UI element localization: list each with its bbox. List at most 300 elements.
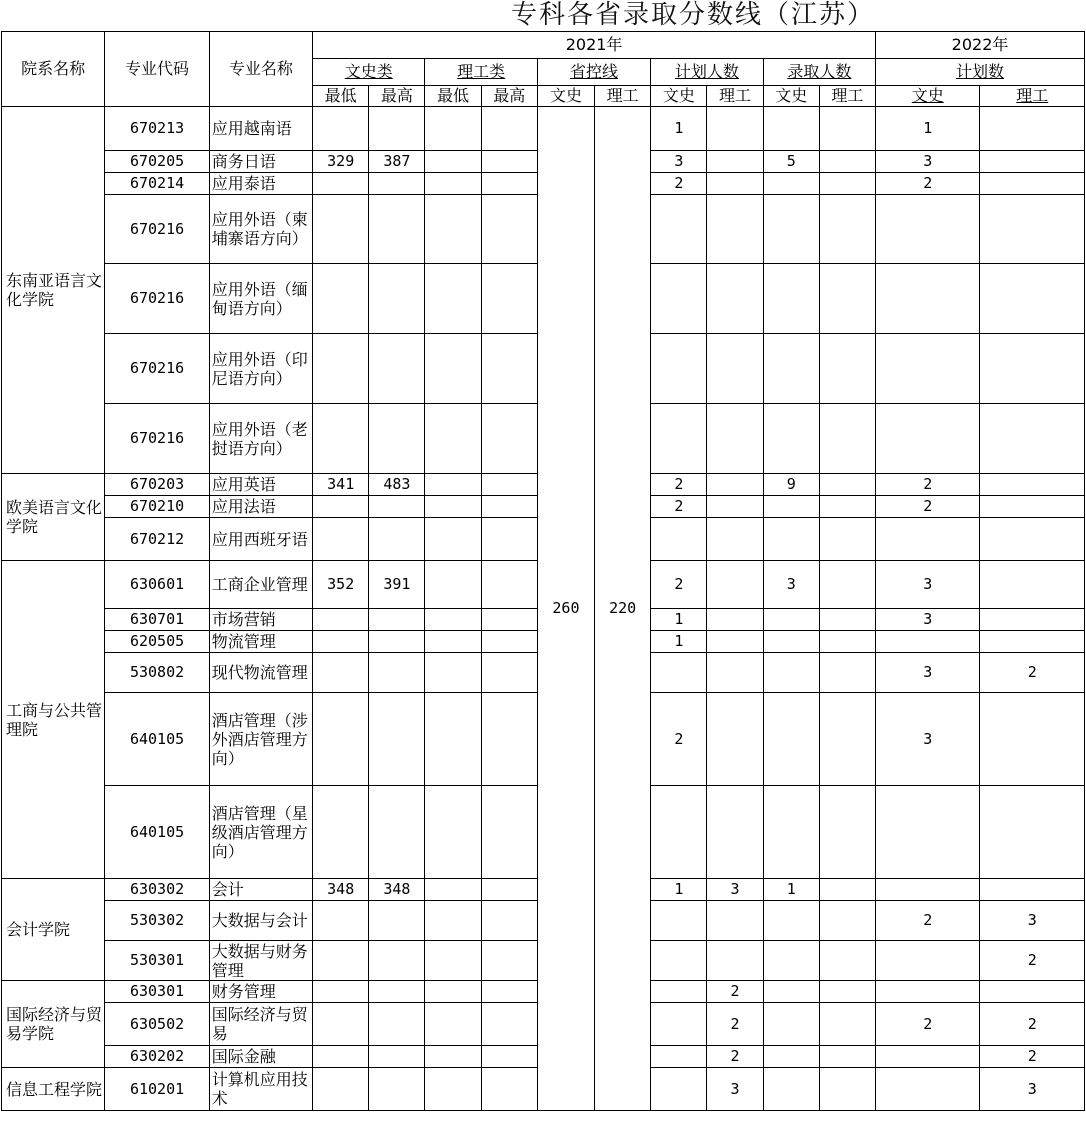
header-wenshi-lei: 文史类: [313, 59, 425, 86]
score-cell: [313, 173, 369, 195]
score-cell: [313, 195, 369, 264]
score-cell: [425, 151, 481, 173]
header-plan-2022: 计划数: [876, 59, 1085, 86]
count-cell: 1: [651, 879, 707, 901]
count-cell: [707, 693, 763, 786]
count-cell: [763, 786, 819, 879]
count-cell: [819, 609, 875, 631]
major-cell: 市场营销: [209, 609, 312, 631]
plan-2022-cell: [980, 631, 1085, 653]
plan-2022-cell: 3: [876, 151, 980, 173]
count-cell: [763, 107, 819, 151]
code-cell: 670210: [105, 496, 209, 518]
header-min: 最低: [313, 86, 369, 107]
score-cell: [369, 941, 425, 981]
score-cell: [313, 1046, 369, 1068]
count-cell: [819, 518, 875, 561]
plan-2022-cell: [876, 786, 980, 879]
count-cell: [651, 404, 707, 474]
code-cell: 670212: [105, 518, 209, 561]
header-min: 最低: [425, 86, 481, 107]
score-cell: [481, 518, 537, 561]
count-cell: [763, 1003, 819, 1046]
score-cell: [369, 786, 425, 879]
count-cell: [707, 609, 763, 631]
score-cell: [369, 264, 425, 334]
score-cell: [369, 981, 425, 1003]
count-cell: 1: [651, 107, 707, 151]
plan-2022-cell: [980, 879, 1085, 901]
count-cell: 1: [651, 631, 707, 653]
plan-2022-cell: [980, 786, 1085, 879]
plan-2022-cell: [876, 264, 980, 334]
plan-2022-cell: 2: [980, 1003, 1085, 1046]
count-cell: [763, 334, 819, 404]
code-cell: 670203: [105, 474, 209, 496]
code-cell: 530802: [105, 653, 209, 693]
count-cell: [707, 173, 763, 195]
dept-cell: 国际经济与贸易学院: [2, 981, 105, 1068]
count-cell: 2: [707, 1003, 763, 1046]
score-cell: 348: [369, 879, 425, 901]
plan-2022-cell: [980, 107, 1085, 151]
plan-2022-cell: 2: [980, 1046, 1085, 1068]
score-cell: [313, 631, 369, 653]
score-cell: [425, 879, 481, 901]
count-cell: [651, 264, 707, 334]
count-cell: [819, 981, 875, 1003]
count-cell: [763, 173, 819, 195]
score-cell: [481, 693, 537, 786]
header-wenshi: 文史: [876, 86, 980, 107]
page-title: 专科各省录取分数线（江苏）: [510, 0, 875, 30]
header-ligong: 理工: [595, 86, 651, 107]
count-cell: 2: [651, 173, 707, 195]
count-cell: [763, 693, 819, 786]
score-cell: [369, 518, 425, 561]
score-cell: [369, 173, 425, 195]
plan-2022-cell: 2: [876, 1003, 980, 1046]
major-cell: 酒店管理（星级酒店管理方向）: [209, 786, 312, 879]
score-cell: [425, 631, 481, 653]
score-cell: [481, 264, 537, 334]
count-cell: [651, 334, 707, 404]
score-cell: [313, 1003, 369, 1046]
major-cell: 应用外语（柬埔寨语方向）: [209, 195, 312, 264]
plan-2022-cell: [980, 609, 1085, 631]
count-cell: 1: [651, 609, 707, 631]
score-cell: [369, 195, 425, 264]
major-cell: 应用外语（缅甸语方向）: [209, 264, 312, 334]
count-cell: [707, 107, 763, 151]
code-cell: 670214: [105, 173, 209, 195]
score-cell: [481, 786, 537, 879]
major-cell: 应用外语（老挝语方向）: [209, 404, 312, 474]
score-cell: [313, 264, 369, 334]
count-cell: [707, 264, 763, 334]
score-cell: 341: [313, 474, 369, 496]
plan-2022-cell: [876, 195, 980, 264]
score-cell: [481, 173, 537, 195]
plan-2022-cell: [980, 173, 1085, 195]
score-cell: [481, 151, 537, 173]
plan-2022-cell: 2: [876, 173, 980, 195]
table-row: [2, 107, 1085, 151]
count-cell: [707, 901, 763, 941]
plan-2022-cell: [980, 496, 1085, 518]
plan-2022-cell: [980, 474, 1085, 496]
count-cell: [763, 981, 819, 1003]
header-ligong: 理工: [819, 86, 875, 107]
count-cell: [651, 941, 707, 981]
count-cell: [707, 941, 763, 981]
major-cell: 财务管理: [209, 981, 312, 1003]
count-cell: [707, 404, 763, 474]
score-cell: [425, 561, 481, 609]
code-cell: 630502: [105, 1003, 209, 1046]
score-cell: [369, 1046, 425, 1068]
score-cell: [481, 334, 537, 404]
plan-2022-cell: [876, 518, 980, 561]
count-cell: [651, 653, 707, 693]
count-cell: [819, 474, 875, 496]
plan-2022-cell: [980, 151, 1085, 173]
count-cell: [763, 901, 819, 941]
count-cell: [707, 151, 763, 173]
score-cell: [481, 561, 537, 609]
score-cell: [425, 901, 481, 941]
control-line-wenshi: 260: [537, 107, 594, 1111]
header-code: 专业代码: [105, 32, 209, 107]
score-cell: [369, 496, 425, 518]
count-cell: [819, 404, 875, 474]
dept-cell: 工商与公共管理院: [2, 561, 105, 879]
header-max: 最高: [481, 86, 537, 107]
code-cell: 670216: [105, 404, 209, 474]
major-cell: 现代物流管理: [209, 653, 312, 693]
count-cell: [763, 653, 819, 693]
count-cell: [651, 1068, 707, 1111]
code-cell: 630301: [105, 981, 209, 1003]
score-cell: 352: [313, 561, 369, 609]
score-cell: [425, 518, 481, 561]
score-cell: [481, 879, 537, 901]
score-cell: [369, 901, 425, 941]
count-cell: [651, 1003, 707, 1046]
score-cell: [425, 195, 481, 264]
plan-2022-cell: 3: [876, 653, 980, 693]
count-cell: [651, 195, 707, 264]
plan-2022-cell: [980, 195, 1085, 264]
count-cell: [707, 518, 763, 561]
score-cell: [425, 474, 481, 496]
code-cell: 670216: [105, 334, 209, 404]
score-cell: [481, 653, 537, 693]
major-cell: 国际金融: [209, 1046, 312, 1068]
dept-cell: 欧美语言文化学院: [2, 474, 105, 561]
count-cell: [819, 653, 875, 693]
admission-table: [1, 31, 1085, 1111]
count-cell: [763, 496, 819, 518]
score-cell: [425, 941, 481, 981]
plan-2022-cell: [876, 981, 980, 1003]
header-major: 专业名称: [209, 32, 312, 107]
score-cell: [481, 631, 537, 653]
header-max: 最高: [369, 86, 425, 107]
score-cell: 387: [369, 151, 425, 173]
plan-2022-cell: 3: [876, 609, 980, 631]
score-cell: [313, 518, 369, 561]
count-cell: [763, 1068, 819, 1111]
code-cell: 670205: [105, 151, 209, 173]
score-cell: [425, 334, 481, 404]
major-cell: 国际经济与贸易: [209, 1003, 312, 1046]
major-cell: 工商企业管理: [209, 561, 312, 609]
table-body: [2, 107, 1085, 1111]
code-cell: 630601: [105, 561, 209, 609]
score-cell: [481, 195, 537, 264]
count-cell: 9: [763, 474, 819, 496]
code-cell: 630701: [105, 609, 209, 631]
count-cell: [819, 901, 875, 941]
code-cell: 640105: [105, 786, 209, 879]
major-cell: 商务日语: [209, 151, 312, 173]
count-cell: [819, 195, 875, 264]
score-cell: [313, 404, 369, 474]
plan-2022-cell: 1: [876, 107, 980, 151]
plan-2022-cell: [876, 879, 980, 901]
score-cell: [369, 1068, 425, 1111]
plan-2022-cell: [980, 518, 1085, 561]
plan-2022-cell: [876, 631, 980, 653]
count-cell: [707, 496, 763, 518]
plan-2022-cell: 2: [876, 474, 980, 496]
score-cell: [313, 334, 369, 404]
count-cell: [763, 609, 819, 631]
score-cell: [369, 1003, 425, 1046]
header-ligong: 理工: [707, 86, 763, 107]
major-cell: 应用泰语: [209, 173, 312, 195]
header-ligong: 理工: [980, 86, 1085, 107]
header-year-2022: 2022年: [876, 32, 1085, 59]
header-ligong-lei: 理工类: [425, 59, 537, 86]
count-cell: [651, 1046, 707, 1068]
score-cell: [425, 107, 481, 151]
plan-2022-cell: 2: [876, 901, 980, 941]
count-cell: [763, 1046, 819, 1068]
plan-2022-cell: 3: [980, 1068, 1085, 1111]
plan-2022-cell: [980, 561, 1085, 609]
count-cell: 3: [651, 151, 707, 173]
score-cell: [313, 941, 369, 981]
count-cell: 2: [651, 693, 707, 786]
code-cell: 670216: [105, 195, 209, 264]
plan-2022-cell: [980, 334, 1085, 404]
code-cell: 640105: [105, 693, 209, 786]
count-cell: [707, 786, 763, 879]
major-cell: 应用西班牙语: [209, 518, 312, 561]
plan-2022-cell: 2: [876, 496, 980, 518]
header-year-2021: 2021年: [313, 32, 876, 59]
plan-2022-cell: [980, 981, 1085, 1003]
count-cell: [707, 474, 763, 496]
code-cell: 530301: [105, 941, 209, 981]
plan-2022-cell: [876, 334, 980, 404]
score-cell: [369, 107, 425, 151]
score-cell: 348: [313, 879, 369, 901]
score-cell: [481, 107, 537, 151]
score-cell: [481, 609, 537, 631]
major-cell: 物流管理: [209, 631, 312, 653]
score-cell: [481, 901, 537, 941]
count-cell: [819, 264, 875, 334]
count-cell: [819, 173, 875, 195]
count-cell: [707, 653, 763, 693]
dept-cell: 东南亚语言文化学院: [2, 107, 105, 474]
score-cell: [313, 981, 369, 1003]
count-cell: [763, 631, 819, 653]
score-cell: [369, 631, 425, 653]
count-cell: 2: [651, 561, 707, 609]
score-cell: [425, 404, 481, 474]
count-cell: [763, 941, 819, 981]
score-cell: [425, 173, 481, 195]
score-cell: [313, 693, 369, 786]
code-cell: 670213: [105, 107, 209, 151]
plan-2022-cell: 3: [876, 693, 980, 786]
score-cell: [369, 404, 425, 474]
score-cell: [369, 334, 425, 404]
major-cell: 计算机应用技术: [209, 1068, 312, 1111]
count-cell: [819, 941, 875, 981]
count-cell: [819, 1046, 875, 1068]
count-cell: [819, 151, 875, 173]
score-cell: [313, 609, 369, 631]
header-wenshi: 文史: [651, 86, 707, 107]
count-cell: [651, 901, 707, 941]
count-cell: [819, 334, 875, 404]
code-cell: 670216: [105, 264, 209, 334]
count-cell: [819, 693, 875, 786]
score-cell: [313, 496, 369, 518]
count-cell: [763, 195, 819, 264]
score-cell: [481, 1068, 537, 1111]
count-cell: 2: [651, 474, 707, 496]
score-cell: [481, 981, 537, 1003]
code-cell: 530302: [105, 901, 209, 941]
score-cell: [369, 653, 425, 693]
count-cell: [763, 404, 819, 474]
score-cell: [313, 107, 369, 151]
score-cell: [425, 693, 481, 786]
dept-cell: 会计学院: [2, 879, 105, 981]
count-cell: 1: [763, 879, 819, 901]
count-cell: [819, 786, 875, 879]
major-cell: 酒店管理（涉外酒店管理方向）: [209, 693, 312, 786]
plan-2022-cell: [876, 404, 980, 474]
plan-2022-cell: [980, 693, 1085, 786]
major-cell: 会计: [209, 879, 312, 901]
score-cell: [481, 404, 537, 474]
score-cell: 329: [313, 151, 369, 173]
score-cell: [425, 786, 481, 879]
count-cell: 2: [707, 1046, 763, 1068]
count-cell: [651, 981, 707, 1003]
score-cell: 391: [369, 561, 425, 609]
count-cell: [763, 518, 819, 561]
plan-2022-cell: [980, 404, 1085, 474]
score-cell: 483: [369, 474, 425, 496]
score-cell: [481, 941, 537, 981]
count-cell: [763, 264, 819, 334]
count-cell: [819, 1003, 875, 1046]
score-cell: [481, 474, 537, 496]
plan-2022-cell: [876, 941, 980, 981]
count-cell: [707, 195, 763, 264]
score-cell: [369, 609, 425, 631]
count-cell: [651, 786, 707, 879]
count-cell: [819, 561, 875, 609]
count-cell: [707, 561, 763, 609]
score-cell: [313, 901, 369, 941]
score-cell: [425, 1068, 481, 1111]
header-wenshi: 文史: [763, 86, 819, 107]
count-cell: 3: [707, 1068, 763, 1111]
major-cell: 应用英语: [209, 474, 312, 496]
major-cell: 应用越南语: [209, 107, 312, 151]
plan-2022-cell: 2: [980, 653, 1085, 693]
count-cell: [819, 879, 875, 901]
score-cell: [425, 1046, 481, 1068]
major-cell: 大数据与财务管理: [209, 941, 312, 981]
dept-cell: 信息工程学院: [2, 1068, 105, 1111]
count-cell: [707, 334, 763, 404]
score-cell: [425, 609, 481, 631]
code-cell: 630202: [105, 1046, 209, 1068]
score-cell: [425, 496, 481, 518]
score-cell: [425, 653, 481, 693]
major-cell: 应用外语（印尼语方向）: [209, 334, 312, 404]
code-cell: 630302: [105, 879, 209, 901]
count-cell: 3: [707, 879, 763, 901]
control-line-ligong: 220: [595, 107, 651, 1111]
score-cell: [425, 981, 481, 1003]
plan-2022-cell: [876, 1046, 980, 1068]
count-cell: 3: [763, 561, 819, 609]
count-cell: [819, 1068, 875, 1111]
header-dept: 院系名称: [2, 32, 105, 107]
count-cell: [651, 518, 707, 561]
score-cell: [481, 1003, 537, 1046]
count-cell: [819, 107, 875, 151]
header-admit-count: 录取人数: [763, 59, 875, 86]
plan-2022-cell: [876, 1068, 980, 1111]
header-wenshi: 文史: [537, 86, 594, 107]
score-cell: [313, 786, 369, 879]
major-cell: 应用法语: [209, 496, 312, 518]
count-cell: [819, 631, 875, 653]
score-cell: [313, 653, 369, 693]
header-shengkong: 省控线: [537, 59, 650, 86]
major-cell: 大数据与会计: [209, 901, 312, 941]
count-cell: [707, 631, 763, 653]
count-cell: 2: [707, 981, 763, 1003]
plan-2022-cell: 3: [876, 561, 980, 609]
count-cell: 5: [763, 151, 819, 173]
score-cell: [481, 1046, 537, 1068]
score-cell: [481, 496, 537, 518]
score-cell: [425, 264, 481, 334]
